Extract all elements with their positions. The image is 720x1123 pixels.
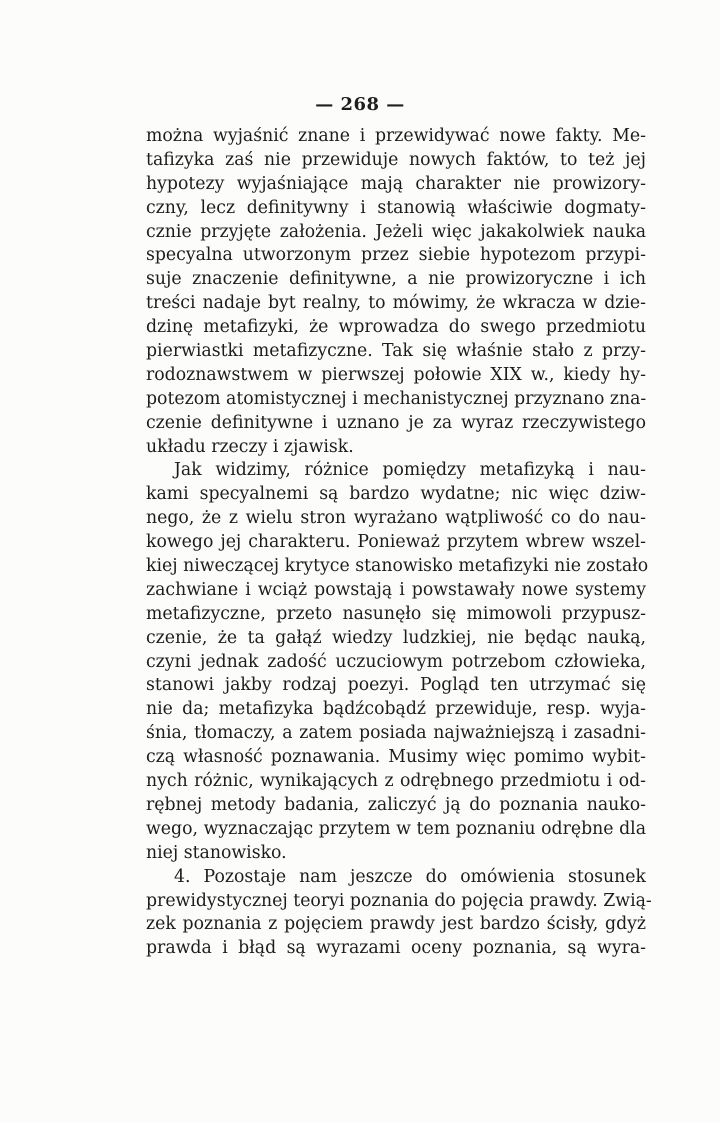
text-line: zachwiane i wciąż powstają i powstawały nowe systemy xyxy=(146,579,646,600)
text-line: tafizyka zaś nie przewiduje nowych faktów, to też jej xyxy=(146,149,646,170)
text-line: cznie przyjęte założenia. Jeżeli więc jakakolwiek nauka xyxy=(146,221,646,242)
text-line: czyni jednak zadość uczuciowym potrzebom człowieka, xyxy=(146,651,646,672)
text-line: śnia, tłomaczy, a zatem posiada najważniejszą i zasadni- xyxy=(146,723,646,744)
text-line: treści nadaje byt realny, to mówimy, że wkracza w dzie- xyxy=(146,293,646,314)
text-line: suje znaczenie definitywne, a nie prowizoryczne i ich xyxy=(146,269,646,290)
text-line: dzinę metafizyki, że wprowadza do swego przedmiotu xyxy=(146,317,646,338)
text-line: prewidystycznej teoryi poznania do pojęcia prawdy. Zwią- xyxy=(146,890,652,911)
text-line: potezom atomistycznej i mechanistycznej przyznano zna- xyxy=(146,388,647,409)
text-line: 4. Pozostaje nam jeszcze do omówienia stosunek xyxy=(174,866,646,887)
text-line: można wyjaśnić znane i przewidywać nowe fakty. Me- xyxy=(146,126,646,146)
text-line: czny, lecz definitywny i stanowią właściwie dogmaty- xyxy=(146,197,646,218)
text-line: układu rzeczy i zjawisk. xyxy=(146,436,354,457)
text-line: czenie, że ta gałąź wiedzy ludzkiej, nie będąc nauką, xyxy=(146,627,646,648)
text-line: metafizyczne, przeto nasunęło się mimowoli przypusz- xyxy=(146,603,646,624)
text-line: Jak widzimy, różnice pomiędzy metafizyką i nau- xyxy=(174,460,646,481)
text-line: prawda i błąd są wyrazami oceny poznania, są wyra- xyxy=(146,938,646,959)
page-number: — 268 — xyxy=(315,94,405,115)
text-line: specyalna utworzonym przez siebie hypotezom przypi- xyxy=(146,245,646,266)
text-line: kiej niweczącej krytyce stanowisko metafizyki nie zostało xyxy=(146,556,649,577)
text-line: nych różnic, wynikających z odrębnego przedmiotu i od- xyxy=(146,771,646,792)
text-line: nego, że z wielu stron wyrażano wątpliwość co do nau- xyxy=(146,508,646,529)
text-line: kami specyalnemi są bardzo wydatne; nic więc dziw- xyxy=(146,484,646,505)
text-line: pierwiastki metafizyczne. Tak się właśnie stało z przy- xyxy=(146,341,646,362)
text-line: niej stanowisko. xyxy=(146,842,287,863)
text-line: czą własność poznawania. Musimy więc pomimo wybit- xyxy=(146,747,646,768)
text-line: stanowi jakby rodzaj poezyi. Pogląd ten utrzymać się xyxy=(146,675,646,696)
text-line: hypotezy wyjaśniające mają charakter nie prowizory- xyxy=(146,173,646,194)
text-line: nie da; metafizyka bądźcobądź przewiduje, resp. wyja- xyxy=(146,699,646,720)
text-line: zek poznania z pojęciem prawdy jest bardzo ścisły, gdyż xyxy=(146,914,646,935)
text-line: wego, wyznaczając przytem w tem poznaniu odrębne dla xyxy=(146,818,646,839)
text-line: rodoznawstwem w pierwszej połowie XIX w., kiedy hy- xyxy=(146,364,646,385)
body-text xyxy=(146,125,652,961)
text-line: czenie definitywne i uznano je za wyraz rzeczywistego xyxy=(146,412,646,433)
text-line: rębnej metody badania, zaliczyć ją do poznania nauko- xyxy=(146,794,646,815)
text-line: kowego jej charakteru. Ponieważ przytem wbrew wszel- xyxy=(146,532,646,553)
